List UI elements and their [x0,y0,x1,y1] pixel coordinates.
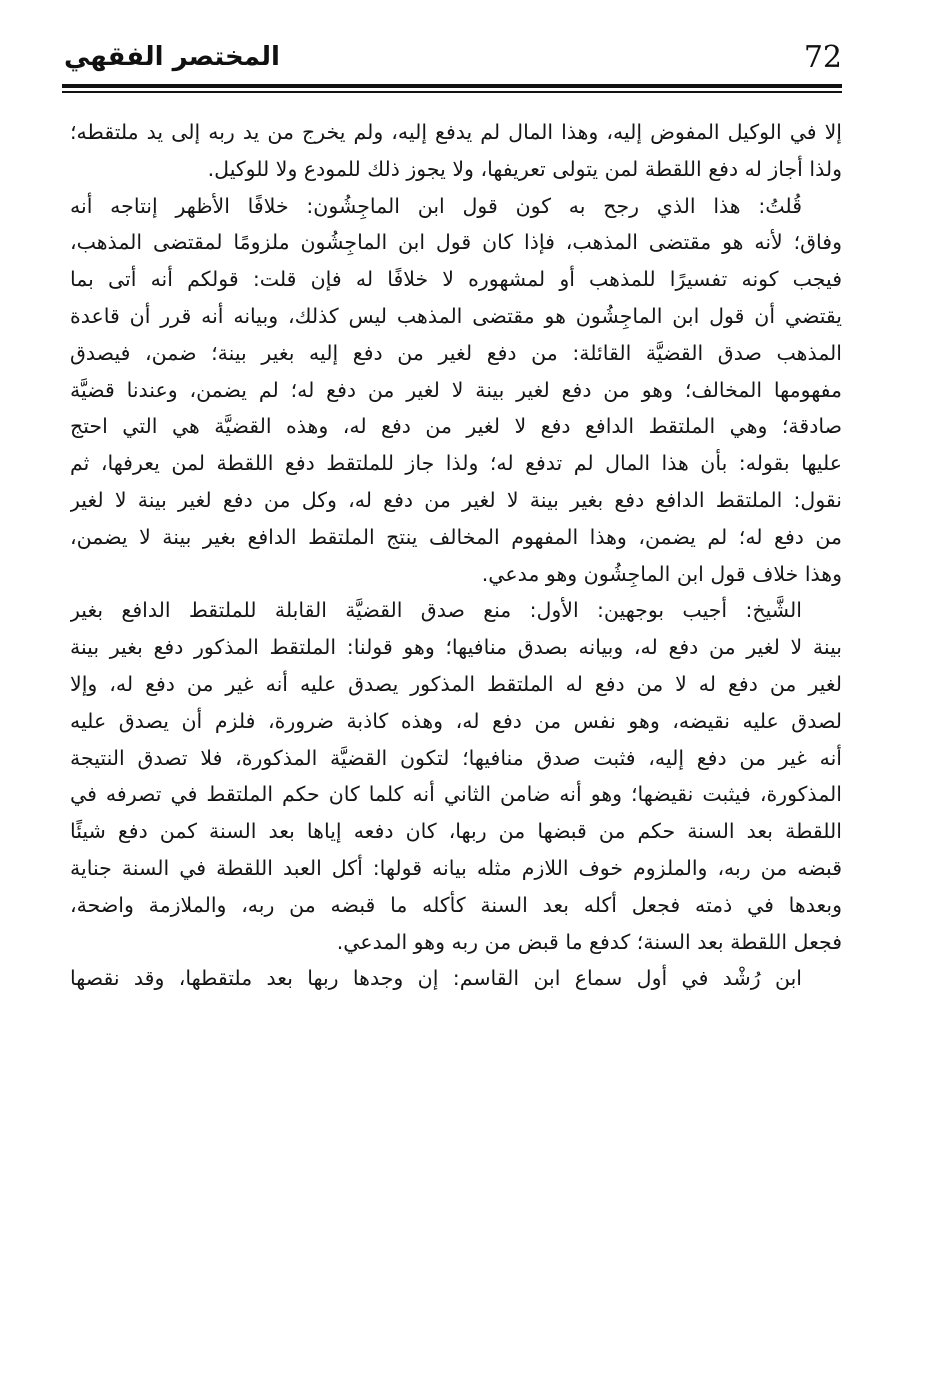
text-line: اللقطة بعد السنة حكم من قبضها من ربها، كان دفعه إياها بعد السنة كمن دفع شيئًا [70,819,842,844]
text-line: لصدق عليه نقيضه، وهو نفس من دفع له، وهذه كاذبة ضرورة، فلزم أن يصدق عليه [70,708,842,733]
header-rule-thin [62,91,842,93]
text-line: فيجب كونه تفسيرًا للمذهب أو لمشهوره لا خلافًا له فإن قلت: قولكم أنه أتى بما [70,267,842,292]
page-header [64,38,842,78]
text-line: وفاق؛ لأنه هو مقتضى المذهب، فإذا كان قول ابن الماجِشُون ملزومًا لمقتضى المذهب، [70,230,842,255]
text-line: الشَّيخ: أجيب بوجهين: الأول: منع صدق القضيَّة القابلة للملتقط الدافع بغير [70,598,802,623]
page-number: 72 [803,40,842,75]
text-line: قبضه من ربه، والملزوم خوف اللازم مثله بيانه قولها: أكل العبد اللقطة في السنة جناية [70,855,842,880]
text-line: لغير من دفع له لا من دفع له الملتقط المذكور يصدق عليه أنه غير من دفع له، وإلا [70,671,842,696]
header-rule-thick [62,84,842,88]
text-line: قُلتُ: هذا الذي رجح به كون قول ابن الماجِشُون: خلافًا الأظهر إنتاجه أنه [70,193,802,218]
text-line: ابن رُشْد في أول سماع ابن القاسم: إن وجدها ربها بعد ملتقطها، وقد نقصها [70,966,802,991]
text-line: المذهب صدق القضيَّة القائلة: من دفع لغير من دفع إليه بغير بينة؛ ضمن، فيصدق [70,340,842,365]
text-line: من دفع له؛ لم يضمن، وهذا المفهوم المخالف ينتج الملتقط الدافع بغير بينة لا يضمن، [70,524,842,549]
text-line: بينة لا لغير من دفع له، وبيانه بصدق منافيها؛ وهو قولنا: الملتقط المذكور دفع بغير بينة [70,635,842,660]
text-line: صادقة؛ وهي الملتقط الدافع دفع لا لغير من دفع له، وهذه القضيَّة هي التي احتج [70,414,842,439]
text-line: وبعدها في ذمته فجعل أكله بعد السنة كأكله ما قبضه من ربه، والملازمة واضحة، [70,892,842,917]
running-title: المختصر الفقهي [64,42,280,72]
text-line: إلا في الوكيل المفوض إليه، وهذا المال لم يدفع إليه، ولم يخرج من يد ربه إلى يد ملتقطه؛ [70,120,842,144]
text-line: فجعل اللقطة بعد السنة؛ كدفع ما قبض من ربه وهو المدعي. [336,929,842,954]
text-line: المذكورة، فيثبت نقيضها؛ وهو أنه ضامن الثاني أنه كلما كان حكم الملتقط في تصرفه في [70,782,842,807]
body-text [70,114,842,997]
text-line: ولذا أجاز له دفع اللقطة لمن يتولى تعريفها، ولا يجوز ذلك للمودع ولا للوكيل. [207,156,842,181]
text-line: مفهومها المخالف؛ وهو من دفع لغير بينة لا لغير من دفع له؛ لم يضمن، وعندنا قضيَّة [70,377,842,402]
text-line: أنه غير من دفع إليه، فثبت صدق منافيها؛ لتكون القضيَّة المذكورة، فلا تصدق النتيجة [70,745,842,770]
text-line: وهذا خلاف قول ابن الماجِشُون وهو مدعي. [481,561,842,586]
text-line: يقتضي أن قول ابن الماجِشُون هو مقتضى المذهب ليس كذلك، وبيانه أنه قرر أن قاعدة [70,303,842,328]
text-line: نقول: الملتقط الدافع دفع بغير بينة لا لغير من دفع له، وكل من دفع لغير بينة لا لغير [70,487,842,512]
text-line: عليها بقوله: بأن هذا المال لم تدفع له؛ ولذا جاز للملتقط دفع اللقطة لمن يعرفها، ثم [70,451,842,476]
